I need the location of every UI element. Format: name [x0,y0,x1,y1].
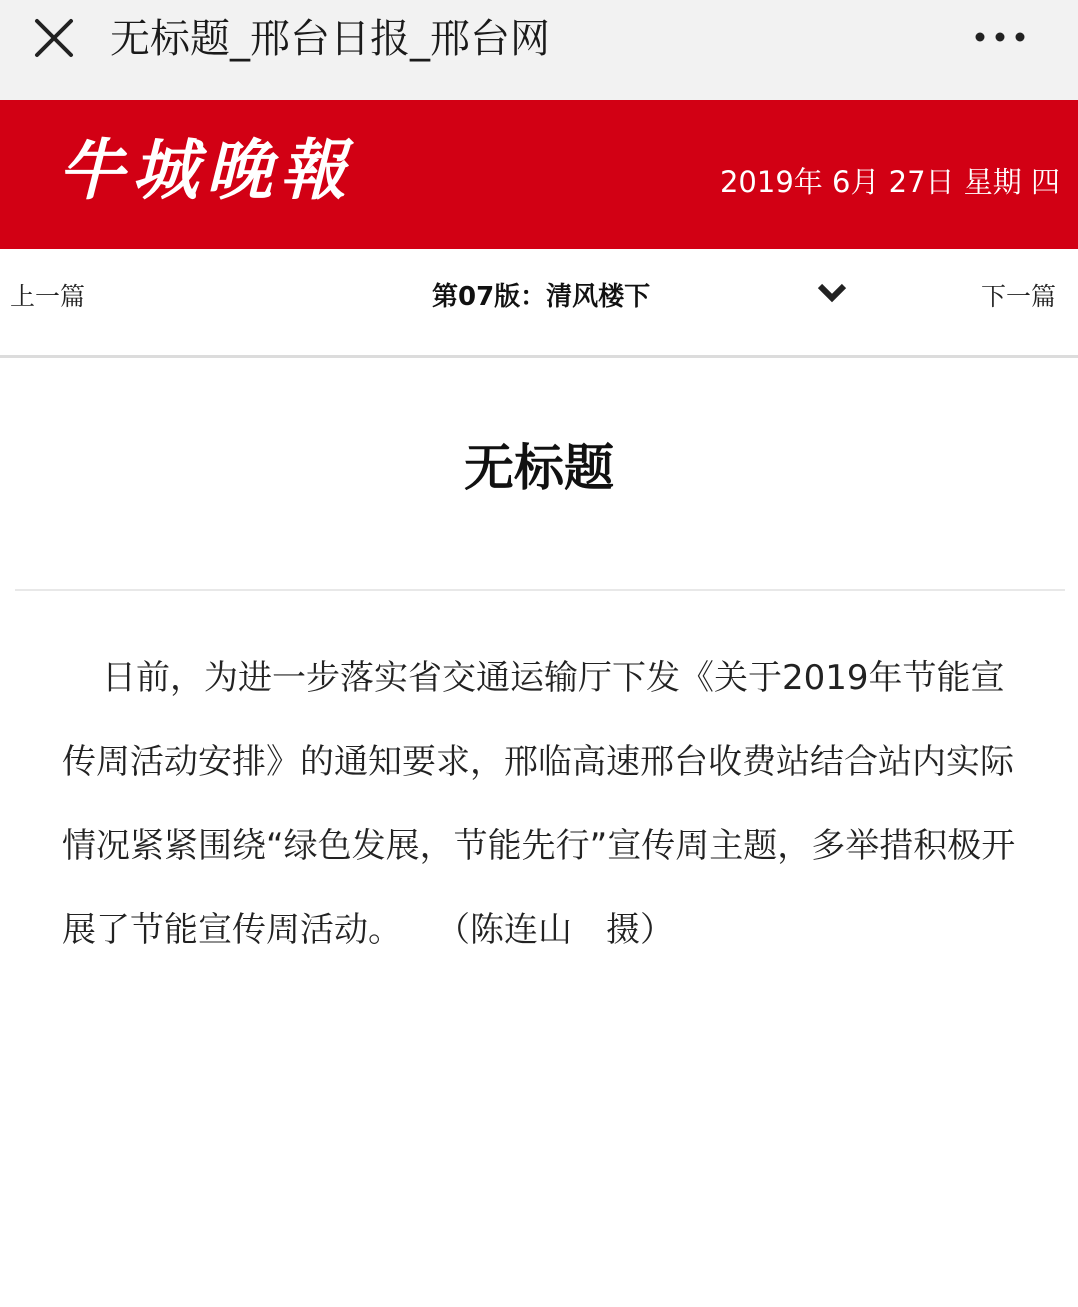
article-navigation [0,249,1078,358]
previous-article-link[interactable]: 上一篇 [10,282,86,311]
close-button[interactable] [28,12,80,64]
next-article-link[interactable]: 下一篇 [980,282,1056,311]
more-icon [972,22,1032,52]
article-title: 无标题 [464,439,614,497]
browser-top-bar [0,0,1078,100]
section-selector[interactable]: 第07版：清风楼下 [432,282,651,312]
title-divider [15,589,1065,591]
newspaper-logo: 牛城晚報 [58,131,354,209]
page-title: 无标题_邢台日报_邢台网 [110,16,550,62]
edition-date: 2019年 6月 27日 星期 四 [719,165,1060,199]
newspaper-masthead [0,100,1078,249]
section-dropdown-button[interactable] [816,279,848,307]
article-body: 日前，为进一步落实省交通运输厅下发《关于2019年节能宣传周活动安排》的通知要求，邢临高速邢台收费站结合站内实际情况紧紧围绕“绿色发展，节能先行”宣传周主题，多举措积极开展了节能宣传周活动。 （陈连山 摄） [62,658,1016,950]
chevron-down-icon [816,279,848,307]
close-icon [28,12,80,64]
more-options-button[interactable] [972,22,1032,52]
